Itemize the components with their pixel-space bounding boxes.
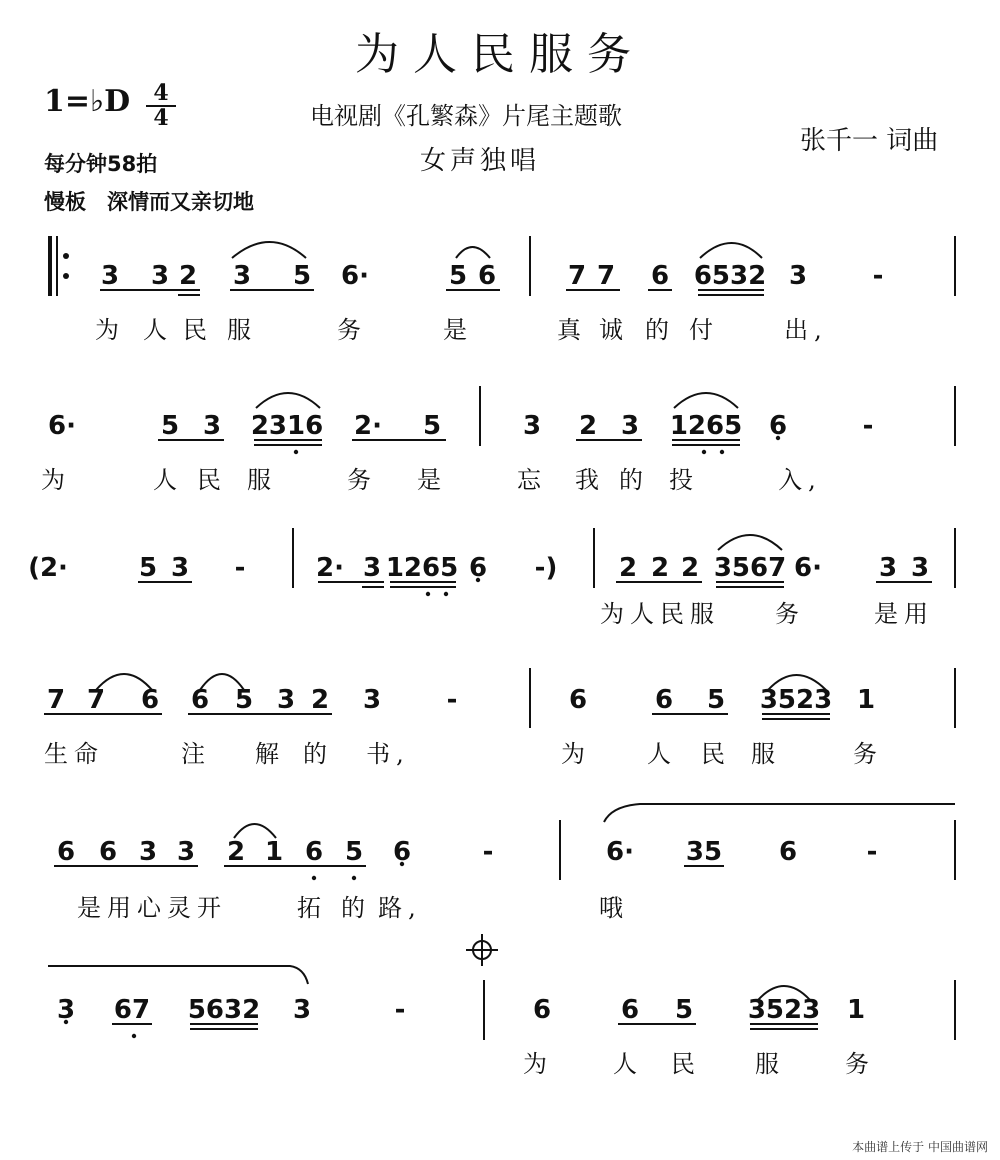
slur bbox=[234, 824, 276, 838]
lyric: 我 bbox=[575, 466, 605, 494]
note: 5 bbox=[292, 261, 312, 291]
note: 5 bbox=[234, 685, 254, 715]
lyric: 生命 bbox=[44, 740, 104, 768]
lyric: 务 bbox=[337, 316, 367, 344]
lyric: 务 bbox=[347, 466, 377, 494]
lyric: 的 bbox=[341, 894, 371, 922]
slur bbox=[674, 393, 738, 408]
note: - bbox=[394, 995, 406, 1025]
lyric: 哦 bbox=[599, 894, 629, 922]
key-signature: 1=♭D bbox=[44, 84, 131, 119]
note: - bbox=[866, 837, 878, 867]
lyric: 为 bbox=[41, 466, 71, 494]
note: 6· bbox=[48, 411, 76, 441]
lyric: 为 bbox=[523, 1050, 553, 1078]
voice-label: 女声独唱 bbox=[420, 146, 541, 176]
slur bbox=[232, 242, 306, 258]
note: 3 bbox=[362, 553, 382, 583]
lyric: 是 bbox=[443, 316, 473, 344]
note: 6· bbox=[606, 837, 634, 867]
lyric: 真 bbox=[557, 316, 587, 344]
note: - bbox=[234, 553, 246, 583]
lyric: 务 bbox=[845, 1050, 875, 1078]
lyric: 忘 bbox=[517, 466, 547, 494]
lyric: 的 bbox=[645, 316, 675, 344]
note: 3 bbox=[910, 553, 930, 583]
note: 3 bbox=[362, 685, 382, 715]
note: - bbox=[862, 411, 874, 441]
repeat-dot bbox=[63, 273, 69, 279]
note: 3 bbox=[878, 553, 898, 583]
note: 3 bbox=[176, 837, 196, 867]
style-marking: 慢板 深情而又亲切地 bbox=[44, 190, 254, 214]
note: 6· bbox=[794, 553, 822, 583]
note: 1265 bbox=[669, 411, 743, 441]
lyric: 是用 bbox=[874, 600, 934, 628]
note: 1265 bbox=[385, 553, 459, 583]
lyric: 入, bbox=[778, 466, 822, 494]
note: 3 bbox=[788, 261, 808, 291]
lyric: 人 bbox=[143, 316, 173, 344]
note: 3 bbox=[150, 261, 170, 291]
note: 3 bbox=[202, 411, 222, 441]
note: - bbox=[446, 685, 458, 715]
lyric: 为 bbox=[95, 316, 125, 344]
slur bbox=[604, 804, 955, 822]
note: 6 bbox=[620, 995, 640, 1025]
slur bbox=[456, 247, 490, 258]
note: 2316 bbox=[250, 411, 324, 441]
lyric: 是 bbox=[417, 466, 447, 494]
footer-credit bbox=[852, 1138, 988, 1155]
octave-dots bbox=[64, 436, 780, 1038]
slur bbox=[718, 535, 782, 550]
note: -) bbox=[534, 553, 558, 583]
time-signature-bottom: 4 bbox=[153, 105, 169, 131]
lyric: 服 bbox=[227, 316, 257, 344]
lyric: 付 bbox=[689, 316, 719, 344]
note: - bbox=[482, 837, 494, 867]
lyric: 诚 bbox=[599, 316, 629, 344]
note: 67 bbox=[113, 995, 151, 1025]
slur bbox=[700, 243, 762, 258]
lyric: 书, bbox=[366, 740, 410, 768]
lyric: 拓 bbox=[297, 894, 327, 922]
time-signature-top: 4 bbox=[146, 82, 176, 107]
note: 7 bbox=[86, 685, 106, 715]
lyric: 注 bbox=[181, 740, 211, 768]
note: 6 bbox=[568, 685, 588, 715]
note: 7 bbox=[596, 261, 616, 291]
lyric: 民 bbox=[183, 316, 213, 344]
note: 2 bbox=[650, 553, 670, 583]
lyric: 出, bbox=[784, 316, 828, 344]
lyric: 服 bbox=[247, 466, 277, 494]
coda-icon bbox=[466, 934, 498, 966]
footer-text: 本曲谱上传于 中国曲谱网 bbox=[852, 1140, 988, 1154]
note: 5 bbox=[160, 411, 180, 441]
note: 5 bbox=[422, 411, 442, 441]
note: 5 bbox=[448, 261, 468, 291]
note: 3567 bbox=[713, 553, 787, 583]
note: 6 bbox=[532, 995, 552, 1025]
lyric: 服 bbox=[751, 740, 781, 768]
lyric: 路, bbox=[378, 894, 422, 922]
lyric: 为 bbox=[561, 740, 591, 768]
note: 2 bbox=[578, 411, 598, 441]
note: 2 bbox=[680, 553, 700, 583]
lyric: 服 bbox=[755, 1050, 785, 1078]
note: 3 bbox=[292, 995, 312, 1025]
note: 3 bbox=[56, 995, 76, 1025]
lyric: 人 bbox=[153, 466, 183, 494]
lyric: 的 bbox=[619, 466, 649, 494]
note: 35 bbox=[685, 837, 723, 867]
repeat-dot bbox=[63, 253, 69, 259]
note: 3 bbox=[276, 685, 296, 715]
note: 6 bbox=[190, 685, 210, 715]
lyric: 人 bbox=[613, 1050, 643, 1078]
note: 6 bbox=[768, 411, 788, 441]
note: 5632 bbox=[187, 995, 261, 1025]
note: 7 bbox=[567, 261, 587, 291]
note: 3 bbox=[620, 411, 640, 441]
note: 2· bbox=[316, 553, 344, 583]
note: 6 bbox=[304, 837, 324, 867]
tempo-marking: 每分钟58拍 bbox=[44, 152, 158, 176]
note: 1 bbox=[264, 837, 284, 867]
slurs bbox=[48, 242, 955, 1000]
note: 1 bbox=[856, 685, 876, 715]
note: 6 bbox=[778, 837, 798, 867]
lyric: 是用心灵开 bbox=[77, 894, 227, 922]
lyric: 务 bbox=[853, 740, 883, 768]
page-title: 为人民服务 bbox=[355, 29, 645, 80]
lyric: 民 bbox=[197, 466, 227, 494]
note: 3 bbox=[170, 553, 190, 583]
note: 5 bbox=[674, 995, 694, 1025]
note: 3523 bbox=[747, 995, 821, 1025]
note: 2 bbox=[226, 837, 246, 867]
note: 6· bbox=[341, 261, 369, 291]
note: 6 bbox=[654, 685, 674, 715]
note: 6 bbox=[98, 837, 118, 867]
note: 6 bbox=[650, 261, 670, 291]
lyric: 解 bbox=[255, 740, 285, 768]
note: 5 bbox=[138, 553, 158, 583]
lyric: 务 bbox=[775, 600, 805, 628]
note: 6 bbox=[477, 261, 497, 291]
lyric: 民 bbox=[701, 740, 731, 768]
lyric: 为人民服 bbox=[600, 600, 720, 628]
note: 6 bbox=[392, 837, 412, 867]
lyric: 人 bbox=[647, 740, 677, 768]
note: 5 bbox=[344, 837, 364, 867]
lyric: 民 bbox=[671, 1050, 701, 1078]
note: (2· bbox=[28, 553, 68, 583]
note: - bbox=[872, 261, 884, 291]
slur bbox=[256, 393, 320, 408]
subtitle: 电视剧《孔繁森》片尾主题歌 bbox=[310, 102, 622, 130]
note: 2 bbox=[178, 261, 198, 291]
note: 7 bbox=[46, 685, 66, 715]
note: 3 bbox=[232, 261, 252, 291]
note: 2 bbox=[618, 553, 638, 583]
note: 2· bbox=[354, 411, 382, 441]
note: 3 bbox=[138, 837, 158, 867]
lyric: 投 bbox=[669, 466, 699, 494]
note: 3 bbox=[100, 261, 120, 291]
note: 1 bbox=[846, 995, 866, 1025]
note: 5 bbox=[706, 685, 726, 715]
lyric: 的 bbox=[303, 740, 333, 768]
note: 3 bbox=[522, 411, 542, 441]
note: 2 bbox=[310, 685, 330, 715]
note: 6 bbox=[468, 553, 488, 583]
note: 6532 bbox=[693, 261, 767, 291]
note: 3523 bbox=[759, 685, 833, 715]
note: 6 bbox=[56, 837, 76, 867]
note: 6 bbox=[140, 685, 160, 715]
slur bbox=[48, 966, 308, 984]
author-credit: 张千一 词曲 bbox=[800, 126, 939, 156]
